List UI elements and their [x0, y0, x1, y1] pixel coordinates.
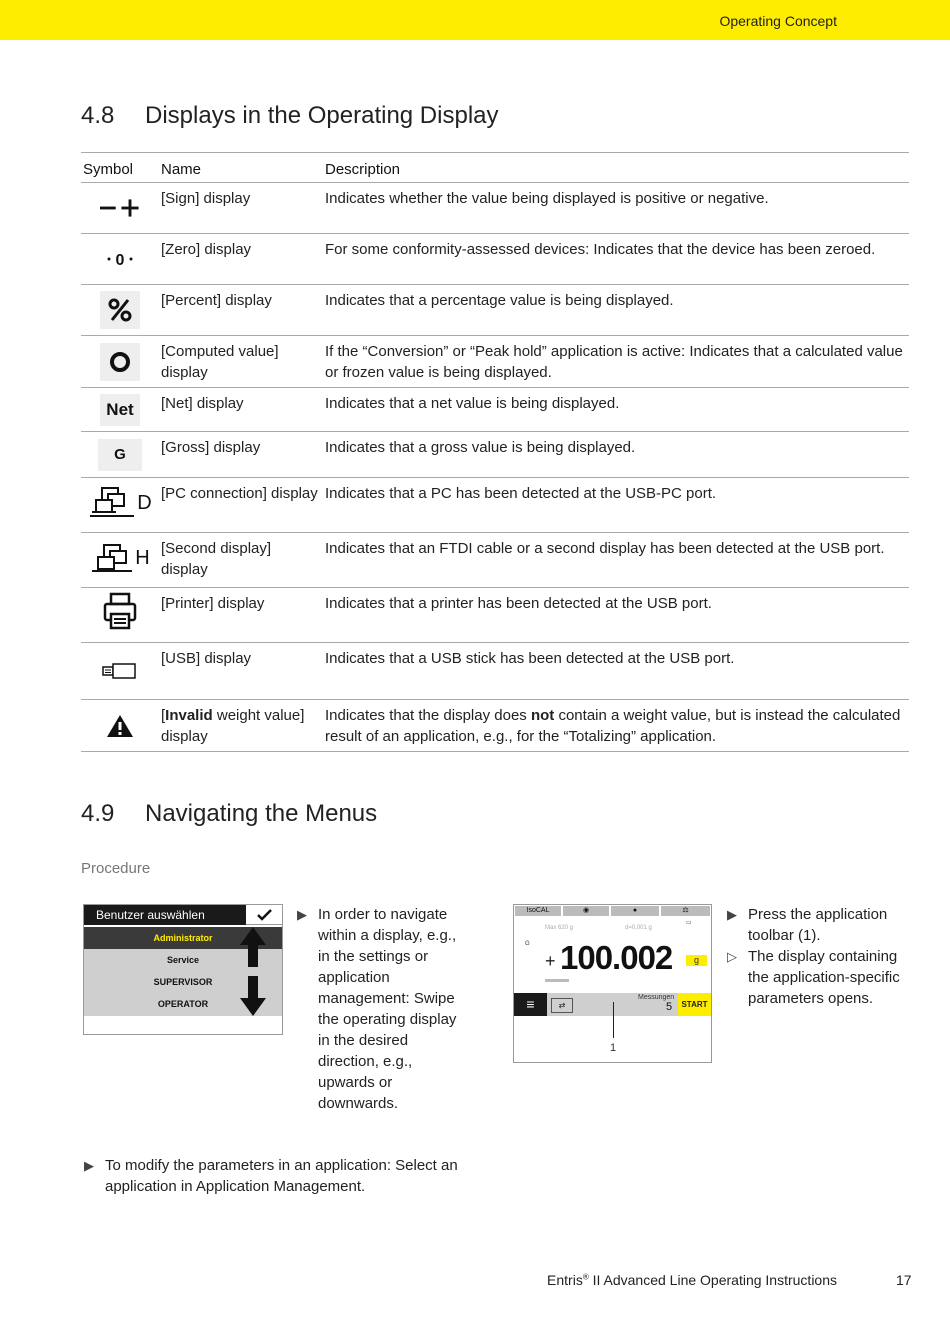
sign-indicator: + — [545, 951, 556, 971]
col-symbol-header: Symbol — [81, 153, 159, 183]
footer-title: Entris® II Advanced Line Operating Instructions — [547, 1272, 837, 1288]
section-title: Displays in the Operating Display — [145, 102, 499, 129]
section-number: 4.9 — [81, 800, 115, 827]
table-row — [81, 285, 909, 336]
row-description: Indicates that a USB stick has been detected at the USB port. — [323, 643, 909, 700]
row-description: Indicates that a net value is being displayed. — [323, 388, 909, 432]
weight-value: 100.002 — [560, 939, 673, 976]
menu-item: Administrator — [84, 927, 282, 949]
user-select-screenshot — [83, 904, 283, 1035]
table-row — [81, 234, 909, 285]
step-arrow-icon: ▶ — [84, 1158, 94, 1173]
table-row — [81, 183, 909, 234]
row-name: [Computed value] display — [159, 336, 323, 388]
page-number: 17 — [896, 1272, 912, 1288]
swipe-arrows-icon — [240, 927, 266, 1016]
menu-list — [84, 927, 282, 1016]
drop-icon: ● — [611, 906, 659, 916]
computed-value-icon — [100, 343, 140, 381]
header-bar — [0, 0, 950, 40]
start-button[interactable]: START — [678, 993, 711, 1016]
table-row — [81, 478, 909, 533]
warning-icon — [100, 707, 140, 745]
section-number: 4.8 — [81, 102, 115, 129]
second-display-icon — [87, 540, 153, 578]
row-name: [Percent] display — [159, 285, 323, 336]
pc-connection-icon — [87, 484, 153, 522]
target-icon: ◉ — [563, 906, 609, 916]
row-name: [Second display] display — [159, 533, 323, 588]
section-title: Navigating the Menus — [145, 800, 378, 827]
row-description: Indicates that a printer has been detected at the USB port. — [323, 588, 909, 643]
d-label: d=0,001 g — [625, 925, 652, 931]
usb-status-icon: ▭ — [686, 920, 692, 926]
unit-label: g — [686, 955, 707, 966]
svg-text:0: 0 — [115, 252, 125, 269]
usb-icon — [100, 652, 140, 690]
balance-icon: ⚖ — [661, 906, 710, 916]
menu-item: OPERATOR — [157, 999, 209, 1009]
gross-icon: G — [98, 439, 142, 471]
net-icon: Net — [100, 394, 140, 426]
section-heading-4-9 — [81, 800, 377, 828]
sign-icon — [100, 189, 140, 227]
step-arrow-icon: ▶ — [297, 907, 307, 922]
header-section-title: Operating Concept — [719, 13, 837, 29]
printer-icon — [100, 593, 140, 631]
row-description: Indicates that a percentage value is being displayed. — [323, 285, 909, 336]
row-description: Indicates that an FTDI cable or a second display has been detected at the USB port. — [323, 533, 909, 588]
display-symbols-table — [81, 152, 909, 752]
table-row — [81, 388, 909, 432]
table-row — [81, 588, 909, 643]
row-name: [Printer] display — [159, 588, 323, 643]
invalid-label: Invalid — [165, 707, 213, 724]
row-name: [Gross] display — [159, 432, 323, 478]
counter-value: 5 — [666, 1001, 673, 1013]
step-arrow-icon: ▶ — [727, 907, 737, 922]
row-description: Indicates that the display does not contain a weight value, but is instead the calculated result of an application, e.g., for the “Totalizing” application. — [323, 700, 909, 752]
row-name: [Zero] display — [159, 234, 323, 285]
pc-connection-letter: D — [137, 491, 152, 514]
table-row — [81, 533, 909, 588]
row-description: For some conformity-assessed devices: Indicates that the device has been zeroed. — [323, 234, 909, 285]
row-description: If the “Conversion” or “Peak hold” application is active: Indicates that a calculated value or frozen value is being displayed. — [323, 336, 909, 388]
zero-icon — [100, 240, 140, 278]
counter-label: Messungen — [638, 994, 675, 1001]
not-emphasis: not — [530, 707, 555, 724]
menu-item: Service — [166, 955, 200, 965]
isocal-label: IsoCAL — [515, 906, 561, 916]
balance-display-screenshot — [513, 904, 712, 1063]
callout-number: 1 — [610, 1042, 617, 1054]
percent-icon — [100, 291, 140, 329]
row-name: [Net] display — [159, 388, 323, 432]
row-name: [Invalid weight value] display — [159, 700, 323, 752]
callout-line — [613, 1002, 614, 1038]
table-row — [81, 336, 909, 388]
row-description: Indicates that a gross value is being displayed. — [323, 432, 909, 478]
section-heading-4-8 — [81, 102, 499, 130]
table-row — [81, 432, 909, 478]
table-row — [81, 700, 909, 752]
table-row — [81, 643, 909, 700]
menu-item: SUPERVISOR — [153, 977, 213, 987]
row-description: Indicates whether the value being displayed is positive or negative. — [323, 183, 909, 234]
app-icon: ⇄ — [551, 998, 573, 1013]
menu-title: Benutzer auswählen — [84, 905, 246, 925]
row-name: [Sign] display — [159, 183, 323, 234]
col-description-header: Description — [323, 153, 909, 183]
row-description: Indicates that a PC has been detected at the USB-PC port. — [323, 478, 909, 533]
progress-stub — [545, 979, 569, 982]
second-display-letter: H — [135, 547, 150, 569]
result-arrow-icon: ▷ — [727, 949, 737, 964]
row-name: [USB] display — [159, 643, 323, 700]
gross-indicator: G — [525, 941, 530, 947]
procedure-label: Procedure — [81, 860, 151, 877]
check-icon — [246, 905, 282, 925]
max-label: Max 620 g — [545, 925, 574, 931]
col-name-header: Name — [159, 153, 323, 183]
table-header-row — [81, 153, 909, 183]
row-name: [PC connection] display — [159, 478, 323, 533]
menu-icon[interactable]: ≡ — [514, 993, 547, 1016]
